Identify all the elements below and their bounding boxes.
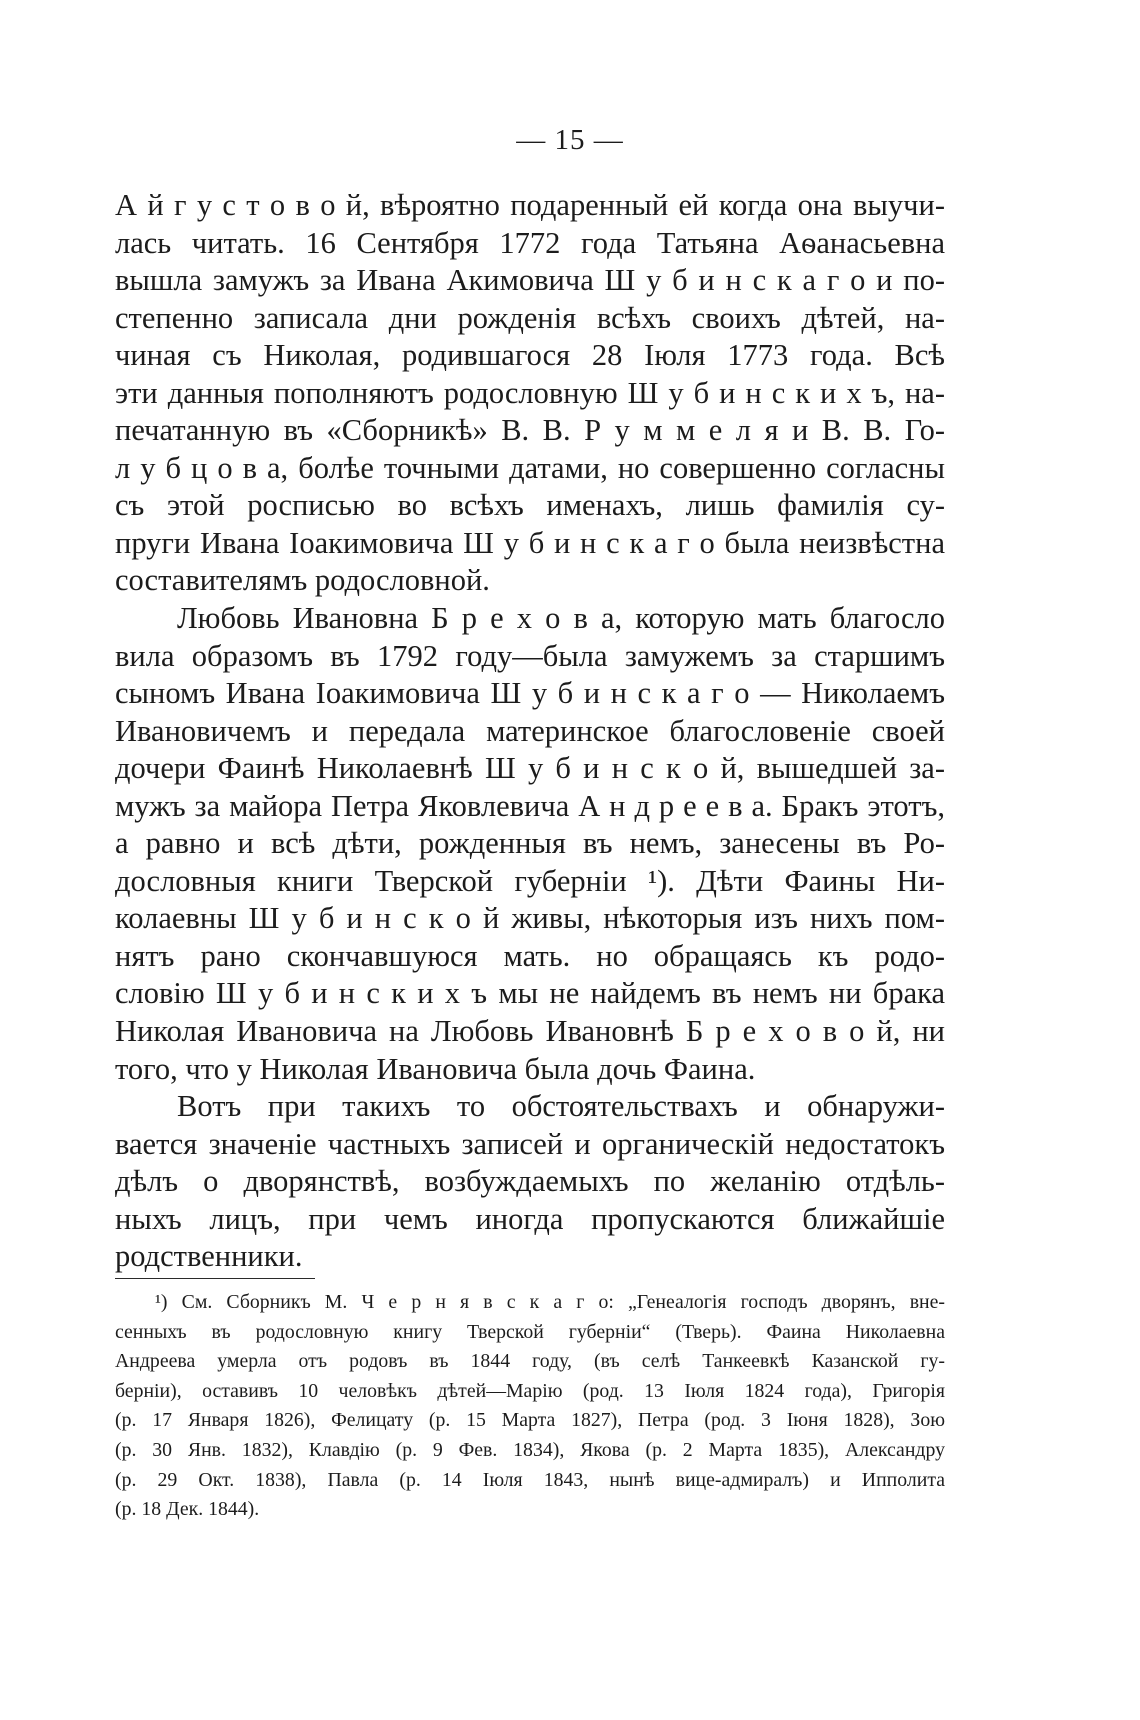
text-line: Любовь Ивановна Б р е х о в а, которую мать благосло	[177, 601, 945, 636]
text-line: съ этой росписью во всѣхъ именахъ, лишь фамилія су-	[115, 488, 945, 523]
text-line: степенно записала дни рожденія всѣхъ своихъ дѣтей, на-	[115, 300, 945, 335]
text-line: колаевны Ш у б и н с к о й живы, нѣкоторыя изъ нихъ пом-	[115, 901, 945, 936]
text-line: печатанную въ «Сборникѣ» В. В. Р у м м е л я и В. В. Го-	[115, 413, 945, 448]
text-line: родственники.	[115, 1239, 303, 1274]
text-line: ныхъ лицъ, при чемъ иногда пропускаются ближайшіе	[115, 1201, 945, 1236]
text-line: вается значеніе частныхъ записей и органическій недостатокъ	[115, 1126, 945, 1161]
text-line: эти данныя пополняютъ родословную Ш у б и н с к и х ъ, на-	[115, 375, 945, 410]
text-line: вышла замужъ за Ивана Акимовича Ш у б и н с к а г о и по-	[115, 263, 945, 298]
footnote-line: Андреева умерла отъ родовъ въ 1844 году, (въ селѣ Танкеевкѣ Казанской гу-	[115, 1350, 945, 1373]
text-line: А й г у с т о в о й, вѣроятно подаренный ей когда она выучи-	[115, 188, 945, 222]
footnote-line: (р. 29 Окт. 1838), Павла (р. 14 Іюля 1843, нынѣ вице-адмиралъ) и Ипполита	[115, 1468, 945, 1491]
text-line: мужъ за майора Петра Яковлевича А н д р е е в а. Бракъ этотъ,	[115, 788, 945, 823]
footnote-line: (р. 17 Января 1826), Фелицату (р. 15 Марта 1827), Петра (род. 3 Іюня 1828), Зою	[115, 1409, 945, 1432]
text-line: вила образомъ въ 1792 году—была замужемъ за старшимъ	[115, 638, 945, 673]
text-line: пруги Ивана Іоакимовича Ш у б и н с к а г о была неизвѣстна	[115, 525, 945, 560]
text-line: дочери Фаинѣ Николаевнѣ Ш у б и н с к о й, вышедшей за-	[115, 751, 945, 786]
page-number: — 15 —	[516, 124, 624, 156]
footnotes	[115, 1288, 945, 1525]
footnote-line: (р. 18 Дек. 1844).	[115, 1498, 260, 1521]
text-line: лась читать. 16 Сентября 1772 года Татьяна Аѳанасьевна	[115, 225, 945, 260]
footnote-line: (р. 30 Янв. 1832), Клавдію (р. 9 Фев. 1834), Якова (р. 2 Марта 1835), Александру	[115, 1438, 945, 1461]
text-line: дословныя книги Тверской губерніи ¹). Дѣти Фаины Ни-	[115, 863, 945, 898]
footnote-line: сенныхъ въ родословную книгу Тверской губерніи“ (Тверь). Фаина Николаевна	[115, 1320, 945, 1343]
text-line: сыномъ Ивана Іоакимовича Ш у б и н с к а г о — Николаемъ	[115, 676, 945, 711]
text-line: чиная съ Николая, родившагося 28 Іюля 1773 года. Всѣ	[115, 338, 945, 373]
text-line: Николая Ивановича на Любовь Ивановнѣ Б р е х о в о й, ни	[115, 1014, 945, 1049]
text-line: Ивановичемъ и передала материнское благословеніе своей	[115, 713, 945, 748]
main-text	[115, 187, 945, 1276]
text-line: дѣлъ о дворянствѣ, возбуждаемыхъ по желанію отдѣль-	[115, 1164, 945, 1199]
text-line: нятъ рано скончавшуюся мать. но обращаясь къ родо-	[115, 938, 945, 973]
text-line: словію Ш у б и н с к и х ъ мы не найдемъ въ немъ ни брака	[115, 976, 945, 1011]
text-line: Вотъ при такихъ то обстоятельствахъ и обнаружи-	[177, 1089, 945, 1124]
footnote-divider	[115, 1278, 315, 1279]
text-line: составителямъ родословной.	[115, 563, 490, 598]
text-line: а равно и всѣ дѣти, рожденныя въ немъ, занесены въ Ро-	[115, 826, 945, 861]
footnote-line: берніи), оставивъ 10 человѣкъ дѣтей—Марію (род. 13 Іюля 1824 года), Григорія	[115, 1379, 945, 1402]
text-line: того, что у Николая Ивановича была дочь Фаина.	[115, 1051, 756, 1086]
text-line: л у б ц о в а, болѣе точными датами, но совершенно согласны	[115, 450, 945, 485]
footnote-line: ¹) См. Сборникъ М. Ч е р н я в с к а г о: „Генеалогія господъ дворянъ, вне-	[155, 1291, 945, 1313]
